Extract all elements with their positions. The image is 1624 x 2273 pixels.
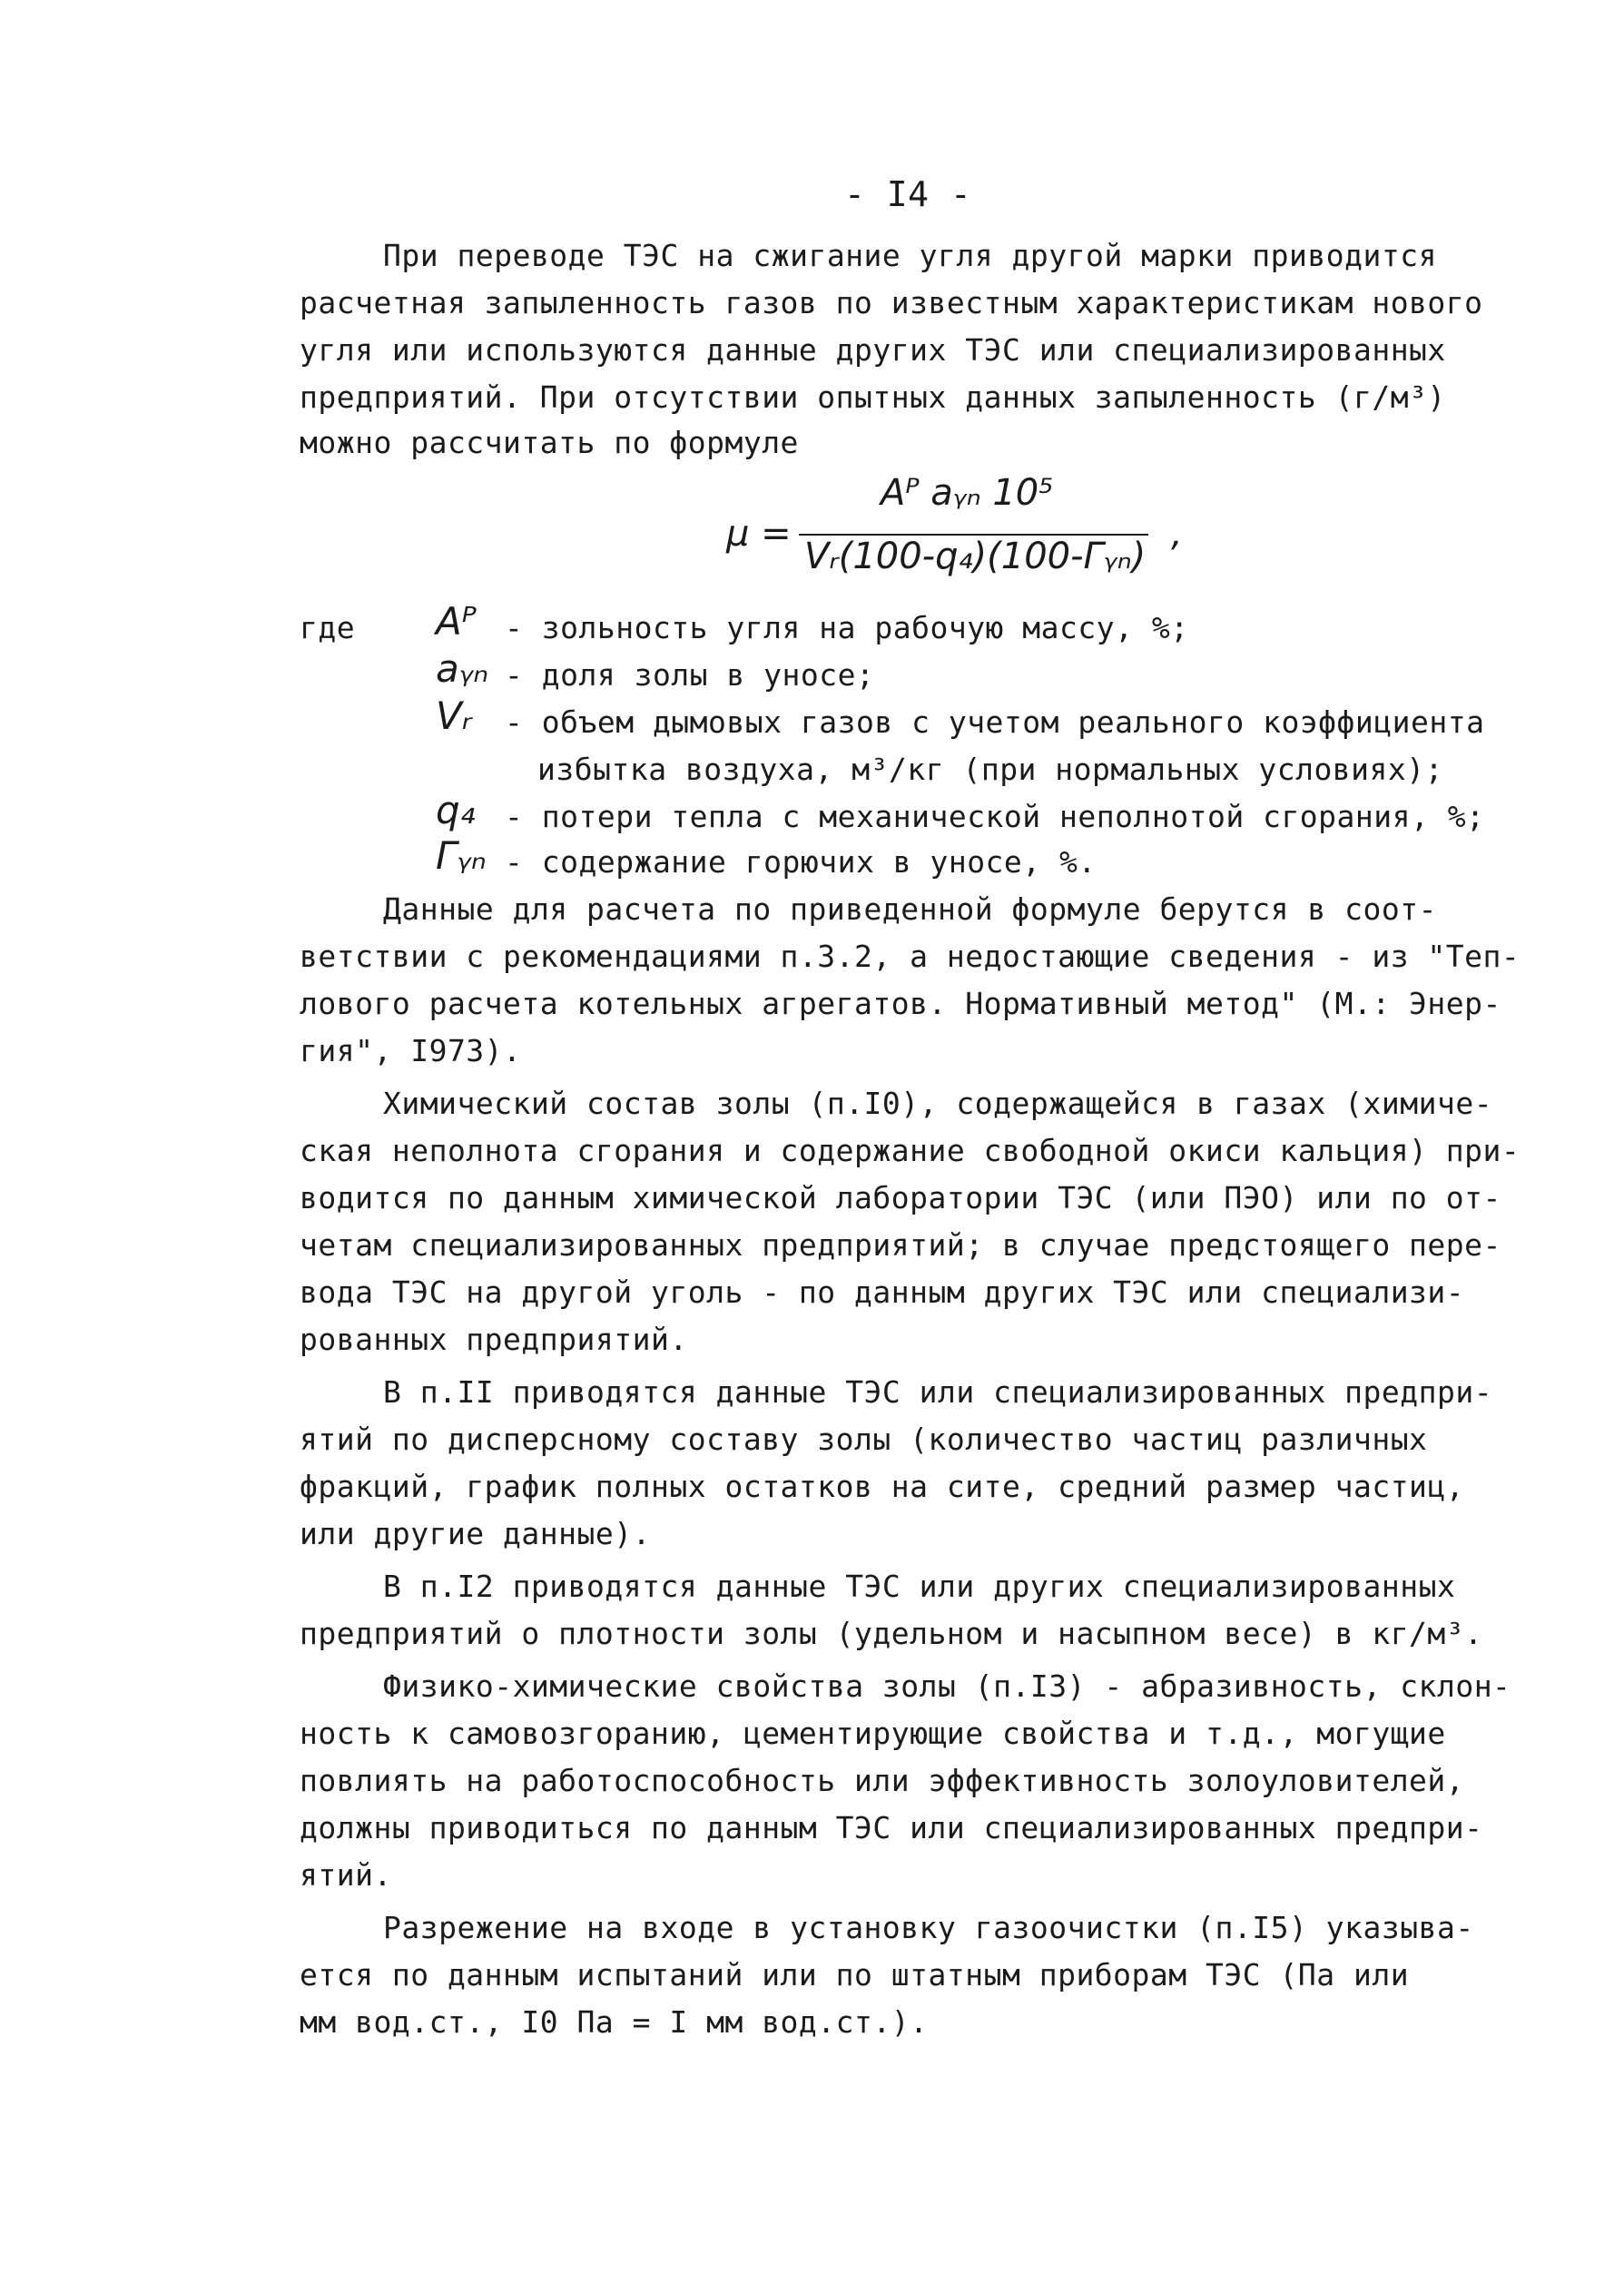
text-line: ется по данным испытаний или по штатным приборам ТЭС (Па или xyxy=(300,1957,1410,1993)
legend-symbol: Vᵣ xyxy=(436,694,472,738)
text-line: лового расчета котельных агрегатов. Нормативный метод" (М.: Энер- xyxy=(300,986,1501,1021)
text-line: мм вод.ст., I0 Па = I мм вод.ст.). xyxy=(300,2004,929,2040)
formula-denominator: Vᵣ(100-q₄)(100-Гᵧₙ) xyxy=(804,536,1147,577)
text-line: ятий по дисперсному составу золы (количество частиц различных xyxy=(300,1422,1428,1457)
text-line: Физико-химические свойства золы (п.I3) - абразивность, склон- xyxy=(383,1668,1511,1704)
text-line: или другие данные). xyxy=(300,1516,651,1551)
text-line: Разрежение на входе в установку газоочистки (п.I5) указыва- xyxy=(383,1910,1474,1945)
text-line: четам специализированных предприятий; в случае предстоящего пере- xyxy=(300,1227,1501,1263)
legend-text: - потери тепла с механической неполнотой сгорания, %; xyxy=(505,799,1485,834)
formula-lhs: μ = xyxy=(726,513,792,555)
legend-text: - содержание горючих в уносе, %. xyxy=(505,844,1097,880)
legend-text: - зольность угля на рабочую массу, %; xyxy=(505,610,1189,645)
page-number: - I4 - xyxy=(844,174,972,214)
text-line: расчетная запыленность газов по известным характеристикам нового xyxy=(300,285,1483,320)
legend-where: где xyxy=(300,610,356,645)
text-line: В п.II приводятся данные ТЭС или специализированных предпри- xyxy=(383,1374,1493,1410)
text-line: ская неполнота сгорания и содержание свободной окиси кальция) при- xyxy=(300,1133,1521,1168)
legend-symbol: q₄ xyxy=(436,788,476,832)
formula-numerator: Aᴾ aᵧₙ 10⁵ xyxy=(881,472,1054,514)
text-line: угля или используются данные других ТЭС или специализированных xyxy=(300,332,1446,368)
text-line: предприятий. При отсутствии опытных данных запыленность (г/м³) xyxy=(300,379,1446,415)
text-line: При переводе ТЭС на сжигание угля другой марки приводится xyxy=(383,238,1437,273)
text-line: ятий. xyxy=(300,1857,392,1893)
legend-symbol: Aᴾ xyxy=(436,599,477,644)
text-line: вода ТЭС на другой уголь - по данным других ТЭС или специализи- xyxy=(300,1274,1465,1310)
legend-symbol: aᵧₙ xyxy=(436,646,489,691)
legend-text: избытка воздуха, м³/кг (при нормальных условиях); xyxy=(537,752,1444,787)
text-line: предприятий о плотности золы (удельном и насыпном весе) в кг/м³. xyxy=(300,1616,1483,1651)
text-line: можно рассчитать по формуле xyxy=(300,425,799,460)
legend-text: - доля золы в уносе; xyxy=(505,657,875,693)
text-line: водится по данным химической лаборатории ТЭС (или ПЭО) или по от- xyxy=(300,1180,1501,1215)
legend-symbol: Гᵧₙ xyxy=(436,833,487,878)
text-line: ность к самовозгоранию, цементирующие свойства и т.д., могущие xyxy=(300,1716,1446,1751)
text-line: В п.I2 приводятся данные ТЭС или других специализированных xyxy=(383,1569,1456,1604)
text-line: должны приводиться по данным ТЭС или специализированных предпри- xyxy=(300,1810,1483,1845)
text-line: повлиять на работоспособность или эффективность золоуловителей, xyxy=(300,1763,1465,1798)
formula-comma: , xyxy=(1171,513,1183,555)
text-line: ветствии с рекомендациями п.3.2, а недостающие сведения - из "Теп- xyxy=(300,939,1521,974)
text-line: гия", I973). xyxy=(300,1033,522,1068)
text-line: рованных предприятий. xyxy=(300,1322,688,1357)
text-line: Данные для расчета по приведенной формуле берутся в соот- xyxy=(383,891,1437,927)
text-line: Химический состав золы (п.I0), содержащейся в газах (химиче- xyxy=(383,1086,1493,1121)
text-line: фракций, график полных остатков на сите, средний размер частиц, xyxy=(300,1469,1465,1504)
legend-text: - объем дымовых газов с учетом реального коэффициента xyxy=(505,704,1485,740)
